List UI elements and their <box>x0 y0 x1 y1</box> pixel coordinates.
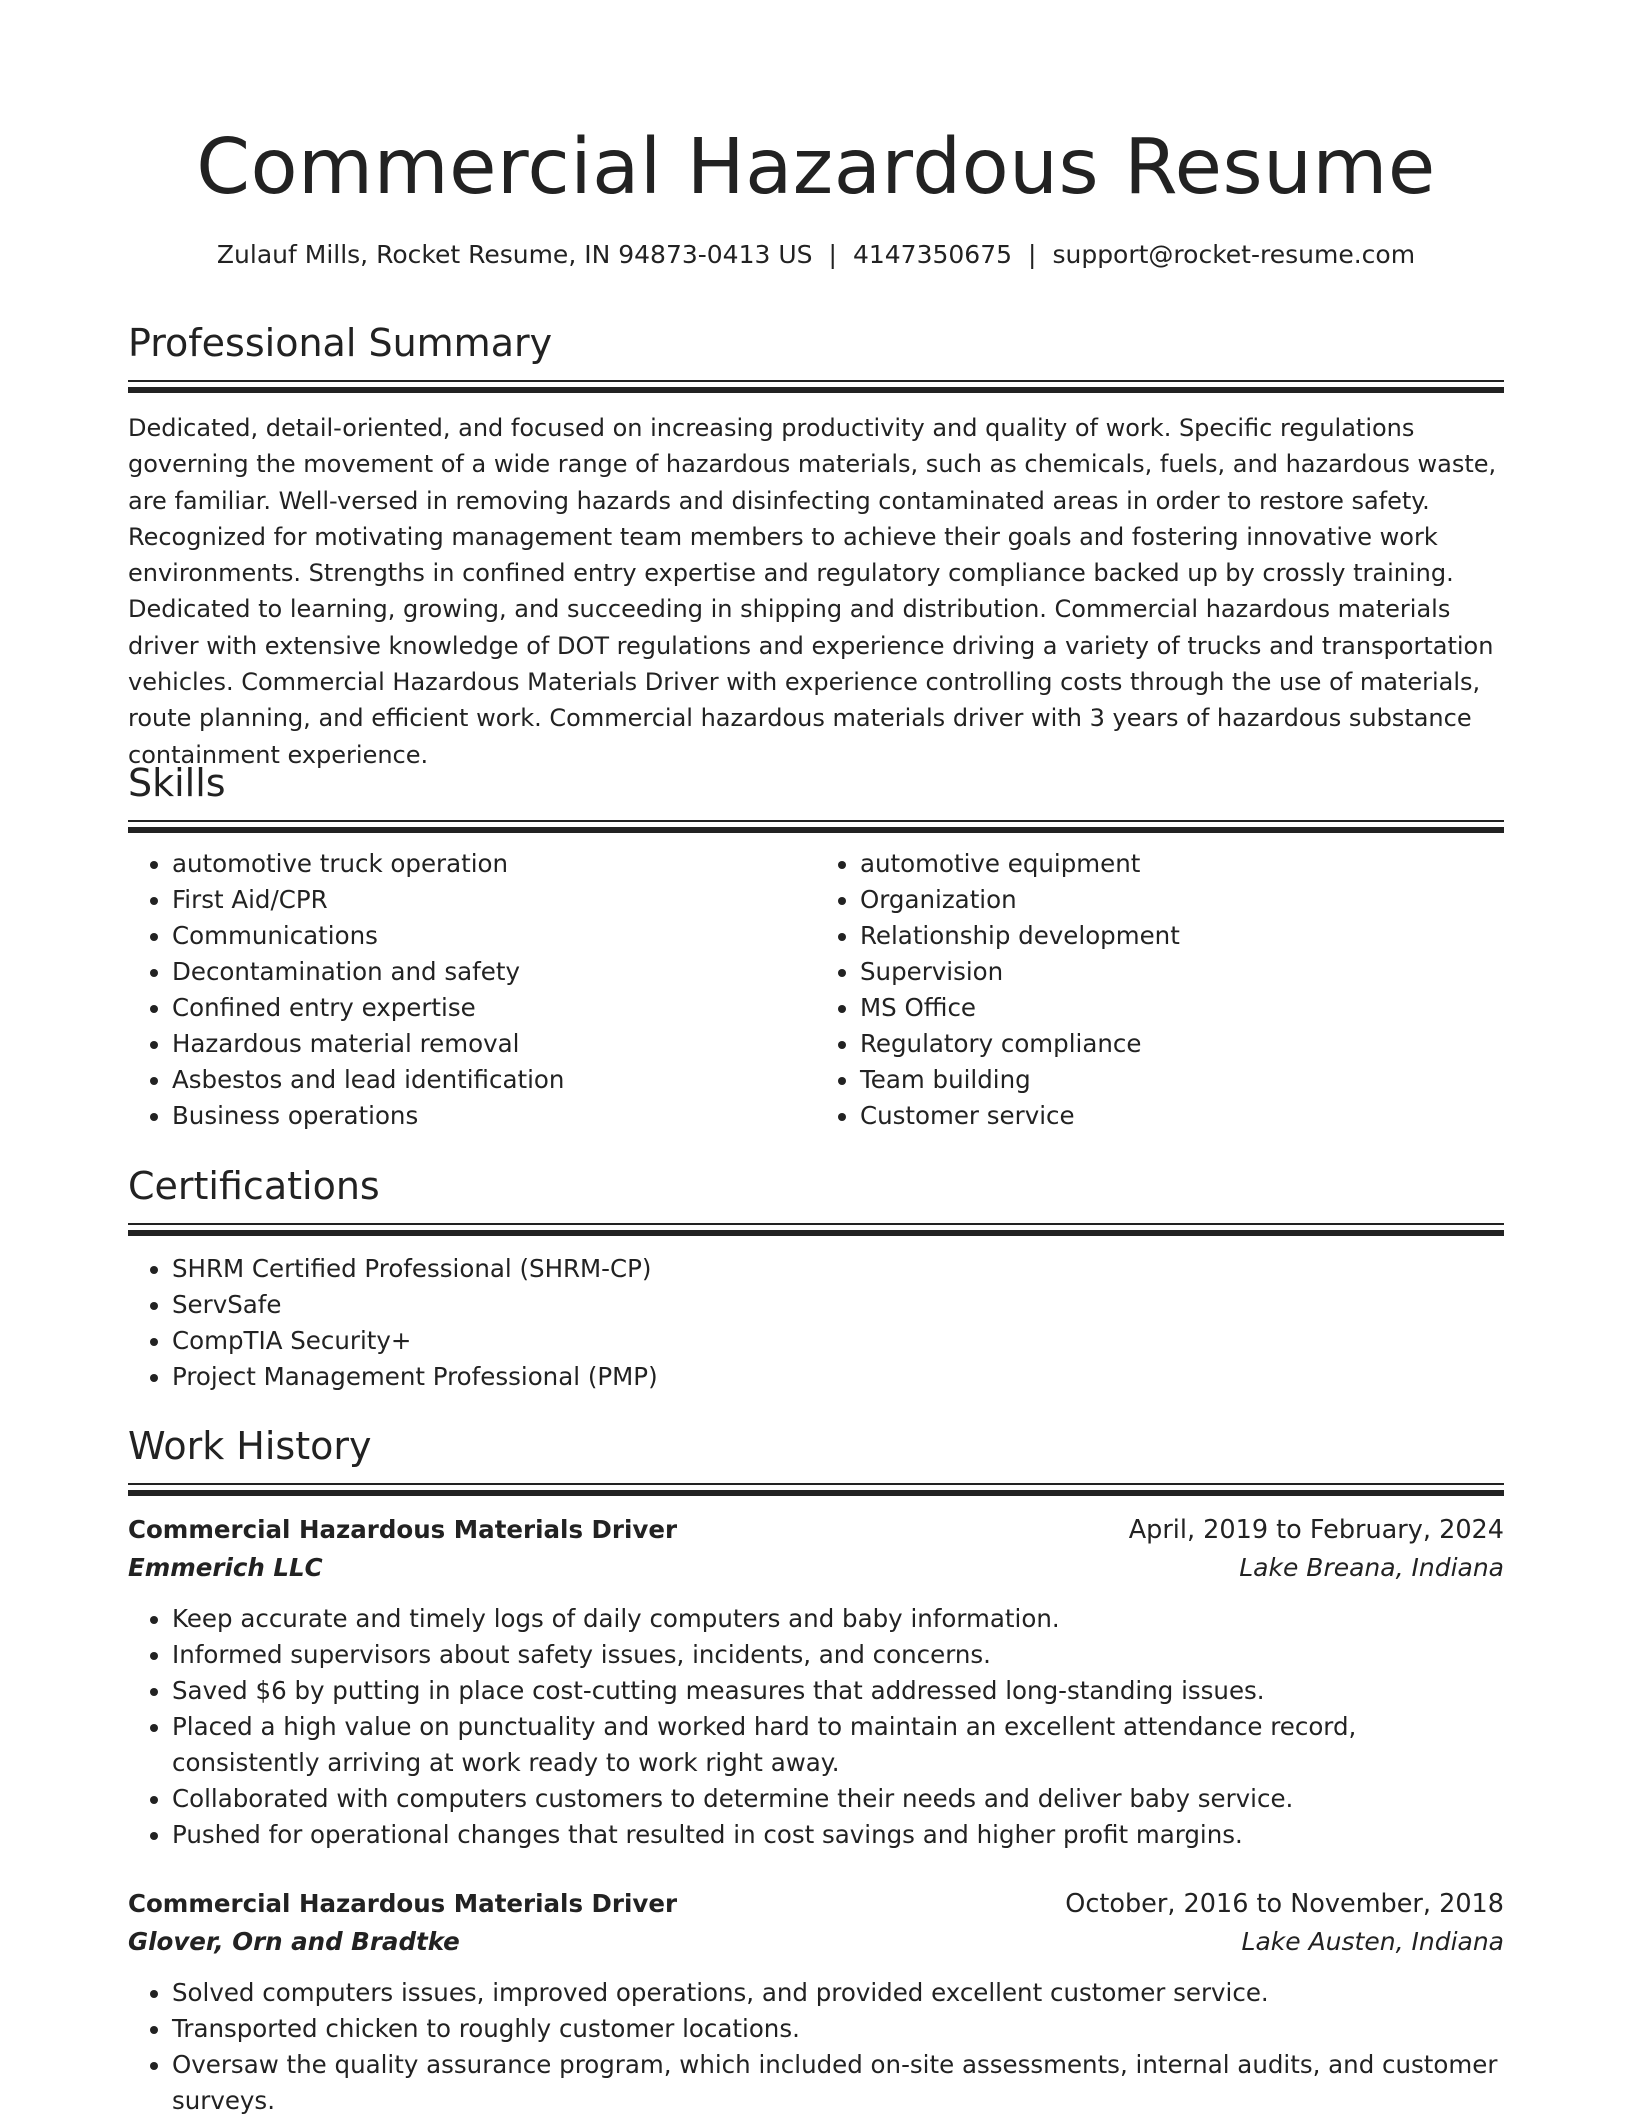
section-title-summary: Professional Summary <box>128 321 553 365</box>
contact-phone: 4147350675 <box>852 240 1013 269</box>
contact-separator: | <box>828 240 837 269</box>
job-bullet: • Keep accurate and timely logs of daily computers and baby information. <box>172 1601 1504 1637</box>
skill-item: • automotive truck operation <box>172 846 816 882</box>
job-location: Lake Austen, Indiana <box>1241 1927 1504 1956</box>
certifications-list <box>128 1251 1504 1395</box>
job-dates: April, 2019 to February, 2024 <box>1128 1515 1504 1545</box>
contact-separator: | <box>1028 240 1037 269</box>
skill-item: • Team building <box>860 1062 1504 1098</box>
skill-item: • Supervision <box>860 954 1504 990</box>
skill-item: • Confined entry expertise <box>172 990 816 1026</box>
job-title: Commercial Hazardous Materials Driver <box>128 1889 678 1918</box>
skill-item: • Business operations <box>172 1098 816 1134</box>
skill-item: • Communications <box>172 918 816 954</box>
section-divider <box>128 820 1504 834</box>
contact-email: support@rocket-resume.com <box>1052 240 1416 269</box>
job-bullets <box>128 1975 1504 2119</box>
skills-section <box>128 758 1504 1134</box>
job-company: Emmerich LLC <box>128 1553 323 1582</box>
job-entry <box>128 1885 1504 2119</box>
section-divider <box>128 380 1504 394</box>
certification-item: • SHRM Certified Professional (SHRM-CP) <box>172 1251 1504 1287</box>
job-bullet: • Saved $6 by putting in place cost-cutting measures that addressed long-standing issues. <box>172 1673 1504 1709</box>
skill-item: • First Aid/CPR <box>172 882 816 918</box>
job-bullets <box>128 1601 1504 1853</box>
skills-list-left <box>128 846 816 1134</box>
contact-line <box>128 237 1504 273</box>
job-subheader <box>128 1549 1504 1587</box>
job-location: Lake Breana, Indiana <box>1239 1553 1504 1582</box>
skill-item: • MS Office <box>860 990 1504 1026</box>
job-bullet: • Collaborated with computers customers to determine their needs and deliver baby service. <box>172 1781 1504 1817</box>
section-title-skills: Skills <box>128 761 226 805</box>
job-bullet: • Solved computers issues, improved operations, and provided excellent customer service. <box>172 1975 1504 2011</box>
job-bullet: • Pushed for operational changes that resulted in cost savings and higher profit margins. <box>172 1817 1504 1853</box>
contact-address: Zulauf Mills, Rocket Resume, IN 94873-0413 US <box>216 240 813 269</box>
summary-text: Dedicated, detail-oriented, and focused on increasing productivity and quality of work. Specific regulations governing the movement of a wide range of hazardous materials, such as chemicals, fuels, and hazardous waste, are familiar. Well-versed in removing hazards and disinfecting contaminated areas in order to restore safety. Recognized for motivating management team members to achieve their goals and fostering innovative work environments. Strengths in confined entry expertise and regulatory compliance backed up by crossly training. Dedicated to learning, growing, and succeeding in shipping and distribution. Commercial hazardous materials driver with extensive knowledge of DOT regulations and experience driving a variety of trucks and transportation vehicles. Commercial Hazardous Materials Driver with experience controlling costs through the use of materials, route planning, and efficient work. Commercial hazardous materials driver with 3 years of hazardous substance containment experience. <box>128 414 1497 769</box>
job-entry <box>128 1511 1504 1853</box>
certification-item: • Project Management Professional (PMP) <box>172 1359 1504 1395</box>
skill-item: • Hazardous material removal <box>172 1026 816 1062</box>
skill-item: • Relationship development <box>860 918 1504 954</box>
resume-title: Commercial Hazardous Resume <box>196 123 1436 212</box>
section-divider <box>128 1223 1504 1237</box>
skill-item: • Regulatory compliance <box>860 1026 1504 1062</box>
skill-item: • Organization <box>860 882 1504 918</box>
skill-item: • automotive equipment <box>860 846 1504 882</box>
section-divider <box>128 1483 1504 1497</box>
skills-list-right <box>816 846 1504 1134</box>
job-company: Glover, Orn and Bradtke <box>128 1927 460 1956</box>
section-title-work-history: Work History <box>128 1424 372 1468</box>
certification-item: • ServSafe <box>172 1287 1504 1323</box>
skill-item: • Asbestos and lead identification <box>172 1062 816 1098</box>
job-bullet: • Informed supervisors about safety issues, incidents, and concerns. <box>172 1637 1504 1673</box>
certification-item: • CompTIA Security+ <box>172 1323 1504 1359</box>
section-title-certifications: Certifications <box>128 1164 380 1208</box>
certifications-section <box>128 1161 1504 1395</box>
job-subheader <box>128 1923 1504 1961</box>
skill-item: • Customer service <box>860 1098 1504 1134</box>
summary-section <box>128 318 1504 773</box>
job-header <box>128 1511 1504 1549</box>
job-bullet: • Transported chicken to roughly customer locations. <box>172 2011 1504 2047</box>
job-dates: October, 2016 to November, 2018 <box>1065 1889 1504 1919</box>
skills-columns <box>128 846 1504 1134</box>
work-history-section <box>128 1421 1504 2119</box>
job-header <box>128 1885 1504 1923</box>
job-bullet: • Placed a high value on punctuality and worked hard to maintain an excellent attendance record, consistently arriving at work ready to work right away. <box>172 1709 1504 1781</box>
job-bullet: • Oversaw the quality assurance program, which included on-site assessments, internal audits, and customer surveys. <box>172 2047 1504 2119</box>
job-title: Commercial Hazardous Materials Driver <box>128 1515 678 1544</box>
skill-item: • Decontamination and safety <box>172 954 816 990</box>
